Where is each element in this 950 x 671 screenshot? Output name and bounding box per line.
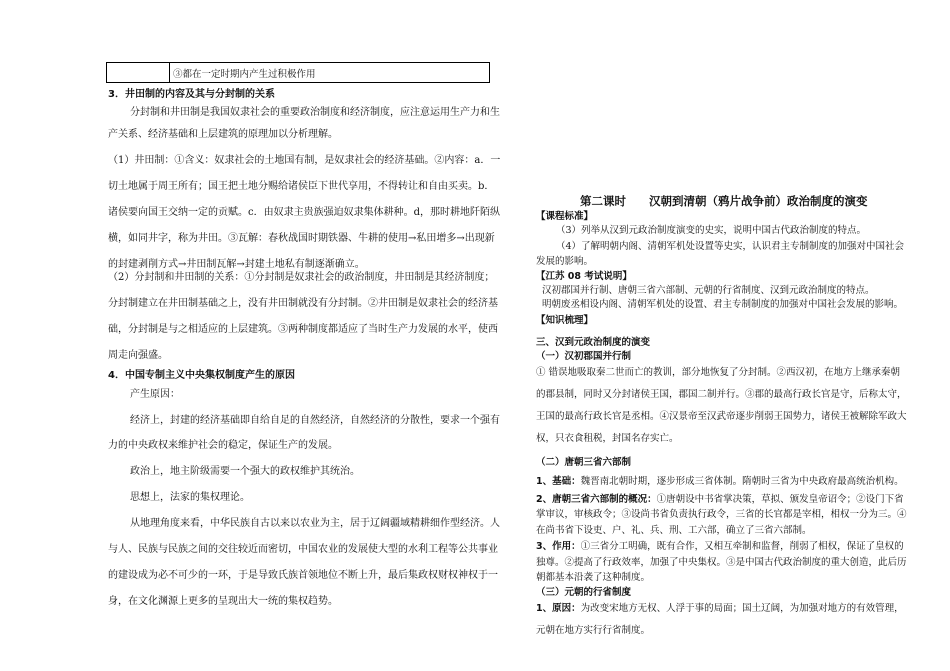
paragraph-line: 身，在文化渊源上更多的呈现出大一统的集权趋势。 — [108, 596, 338, 607]
subsection-3-heading: （三）元朝的行省制度 — [536, 587, 632, 598]
paragraph-line: 产关系、经济基础和上层建筑的原理加以分析理解。 — [108, 129, 338, 140]
subsection-2-heading: （二）唐朝三省六部制 — [536, 457, 632, 468]
paragraph-line: 产生原因： — [130, 389, 180, 400]
paragraph-line: （1）井田制：①含义：奴隶社会的土地国有制，是奴隶社会的经济基础。②内容：a．一 — [108, 155, 501, 166]
paragraph-line: 力的中央政权来维护社会的稳定，保证生产的发展。 — [108, 440, 338, 451]
point-line: 独尊。②提高了行政效率，加强了中央集权。③是中国古代政治制度的重大创造，此后历 — [536, 557, 907, 568]
standard-line: 发展的影响。 — [536, 256, 594, 267]
paragraph-line: 的封建剥削方式→井田制瓦解→封建土地私有制逐渐确立。 — [108, 259, 365, 270]
exam-line: 明朝废丞相设内阁、清朝军机处的设置、君主专制制度的加强对中国社会发展的影响。 — [542, 299, 904, 310]
body-line: ① 错误地吸取秦二世而亡的教训，部分地恢复了分封制。②西汉初，在地方上继承秦朝 — [536, 367, 901, 378]
paragraph-line: 周走向强盛。 — [108, 350, 168, 361]
subsection-1-heading: （一）汉初郡国并行制 — [536, 351, 632, 362]
section-3-title: 3．井田制的内容及其与分封制的关系 — [108, 89, 275, 100]
point-line — [536, 603, 904, 615]
point-label: 2、唐朝三省六部制的概况： — [536, 494, 657, 505]
point-label: 1、原因： — [536, 603, 581, 614]
exam-line: 汉初郡国并行制、唐朝三省六部制、元朝的行省制度、汉到元政治制度的特点。 — [542, 285, 875, 296]
point-line — [536, 476, 904, 488]
paragraph-line: 的建设成为必不可少的一环，于是导致氏族首领地位不断上升，最后集政权财权神权于一 — [108, 570, 498, 581]
body-line: 的郡县制，同时又分封诸侯王国，郡国二制并行。③郡的最高行政长官是守，后称太守， — [536, 389, 907, 400]
point-text: 为改变宋地方无权、人浮于事的局面；国土辽阔，为加强对地方的有效管理， — [580, 603, 904, 614]
point-line: 朝都基本沿袭了这种制度。 — [536, 572, 651, 583]
point-text: ①三省分工明确，既有合作，又相互牵制和监督，削弱了相权，保证了皇权的 — [580, 541, 904, 552]
paragraph-line: 础，分封制是与之相适应的上层建筑。③两种制度都适应了当时生产力发展的水平，使西 — [108, 324, 498, 335]
paragraph-line: （2）分封制和井田制的关系：①分封制是奴隶社会的政治制度，井田制是其经济制度； — [108, 272, 495, 283]
lesson-title: 第二课时 汉朝到清朝（鸦片战争前）政治制度的演变 — [580, 194, 868, 208]
paragraph-line: 思想上，法家的集权理论。 — [130, 492, 250, 503]
heading-standard: 【课程标准】 — [536, 211, 594, 222]
paragraph-line: 横，如同井字，称为井田。③瓦解：春秋战国时期铁器、牛耕的使用→私田增多→出现新 — [108, 233, 495, 244]
paragraph-line: 分封制建立在井田制基础之上，没有井田制就没有分封制。②井田制是奴隶社会的经济基 — [108, 298, 498, 309]
point-label: 3、作用： — [536, 541, 581, 552]
table-cell-text: ③都在一定时期内产生过积极作用 — [173, 69, 316, 80]
paragraph-line: 分封制和井田制是我国奴隶社会的重要政治制度和经济制度，应注意运用生产力和生 — [130, 107, 500, 118]
point-line — [536, 494, 904, 506]
heading-knowledge: 【知识梳理】 — [536, 315, 594, 326]
table-fragment — [106, 62, 490, 83]
point-line: 在尚书省下设吏、户、礼、兵、刑、工六部，确立了三省六部制。 — [536, 525, 812, 536]
point-line — [536, 541, 904, 553]
paragraph-line: 与人、民族与民族之间的交往较近而密切，中国农业的发展使大型的水利工程等公共事业 — [108, 544, 498, 555]
section-4-title: 4．中国专制主义中央集权制度产生的原因 — [108, 370, 295, 381]
heading-exam: 【江苏 08 考试说明】 — [536, 271, 632, 282]
paragraph-line: 政治上，地主阶级需要一个强大的政权维护其统治。 — [130, 466, 360, 477]
body-line: 王国的最高行政长官是丞相。④汉景帝至汉武帝逐步削弱王国势力，诸侯王被解除军政大 — [536, 411, 907, 422]
paragraph-line: 切土地属于周王所有；国王把土地分赐给诸侯臣下世代享用，不得转让和自由买卖。b． — [108, 181, 495, 192]
point-text: 魏晋南北朝时期，逐步形成三省体制。隋朝时三省为中央政府最高统治机构。 — [580, 476, 904, 487]
point-line: 掌审议，审核政令；③设尚书省负责执行政令，三省的长官都是宰相，相权一分为三。④ — [536, 509, 907, 520]
table-cell-empty — [107, 63, 170, 82]
standard-line: （3）列举从汉到元政治制度演变的史实，说明中国古代政治制度的特点。 — [556, 225, 867, 236]
paragraph-line: 从地理角度来看，中华民族自古以来以农业为主，居于辽阔疆域精耕细作型经济。人 — [130, 518, 500, 529]
point-text: ①唐朝设中书省掌决策，草拟、颁发皇帝诏令；②设门下省 — [656, 494, 904, 505]
standard-line: （4）了解明朝内阁、清朝军机处设置等史实，认识君主专制制度的加强对中国社会 — [556, 241, 905, 252]
point-line: 元朝在地方实行行省制度。 — [536, 625, 651, 636]
point-label: 1、基础： — [536, 476, 581, 487]
paragraph-line: 经济上，封建的经济基础即自给自足的自然经济，自然经济的分散性，要求一个强有 — [130, 415, 500, 426]
body-line: 权，只衣食租税，封国名存实亡。 — [536, 433, 679, 444]
section-3-heading: 三、汉到元政治制度的演变 — [536, 337, 651, 348]
paragraph-line: 诸侯要向国王交纳一定的贡赋。c．由奴隶主贵族强迫奴隶集体耕种。d，那时耕地阡陌纵 — [108, 207, 501, 218]
